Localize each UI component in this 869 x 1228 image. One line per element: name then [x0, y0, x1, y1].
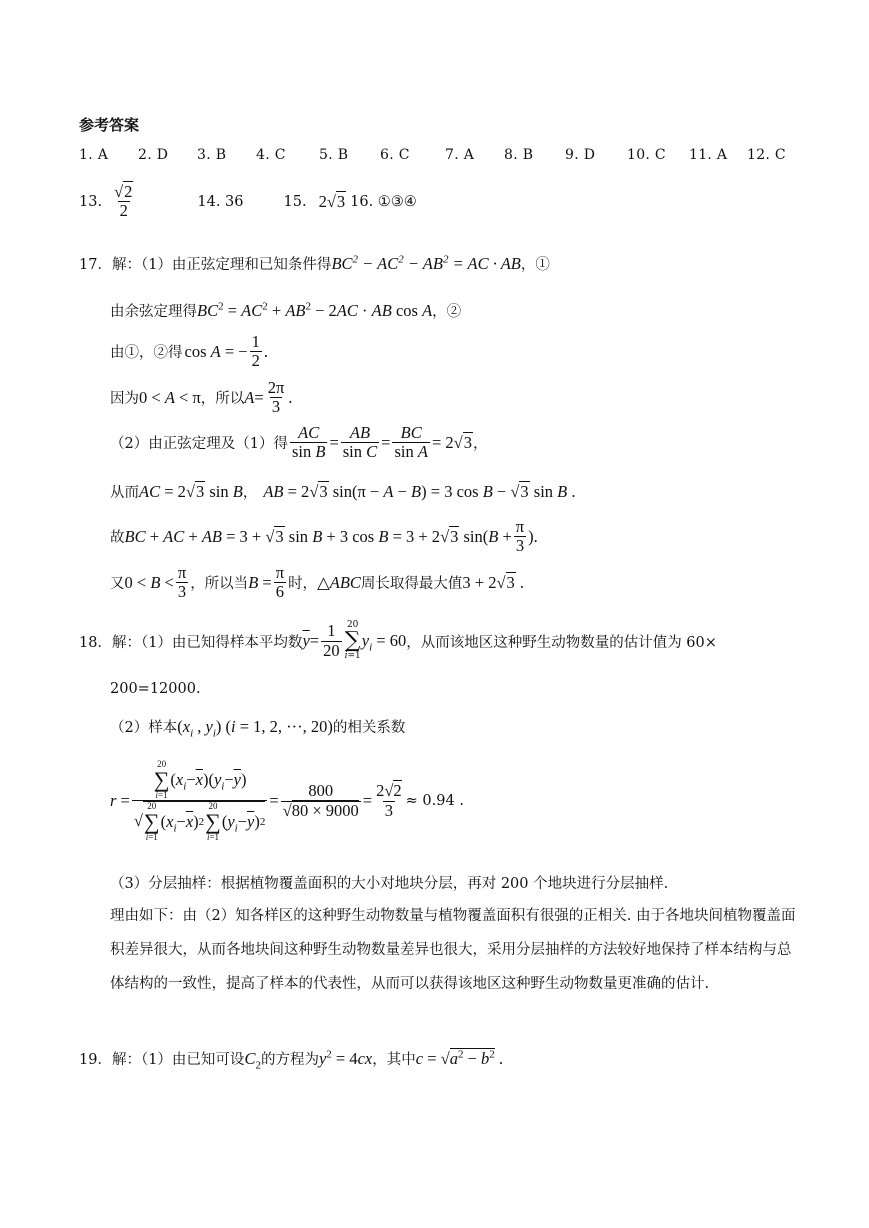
q17-A-eq: A	[244, 387, 255, 407]
q17-circ1: ，①	[520, 257, 550, 273]
q17-line2	[110, 300, 461, 321]
choice-answer: 4. C	[256, 147, 286, 163]
q17-because: 因为	[110, 391, 139, 408]
q18-r-formula: r = 20 ∑ i=1 ( $x_i$ − $\overline{x}$ )( $y_i$ − $\overline{y}$ ) √ 20 ∑ i=1 ( $x_i$ − $\overline{x}$ ) 2 20 ∑ i=1 ( $y_i$ − $\overline{y}$ ) 2 = $\frac{800}{√80 \times 9000}$ = $\frac{2√2}{3}$ ≈ 0.94 .	[110, 759, 464, 842]
frac-half: $\frac{1}{2}$	[251, 332, 260, 371]
choice-answer: 11. A	[689, 147, 728, 163]
choice-answer: 3. B	[197, 147, 227, 163]
q17-cos-prefix: 由余弦定理得	[110, 304, 197, 320]
q14-answer: 14. 36	[197, 193, 244, 210]
q18-line3: （2）样本 ($x_i$ , $y_i$) (i = 1, 2, ···, 20) 的相关系数	[110, 716, 406, 739]
choice-answer: 5. B	[319, 147, 349, 163]
q17-cosA: cos A = −	[184, 341, 248, 361]
q17-ab: AB = 2√3 sin(π − A − B) = 3 cos B − √3 sin B .	[263, 481, 576, 501]
q18-reason: 理由如下：由（2）知各样区的这种野生动物数量与植物覆盖面积有很强的正相关. 由于各地块间植物覆盖面积差异很大，从而各地块间这种野生动物数量差异也很大，采用分层抽样的方法较好地保持了样本结构与总体结构的一致性，提高了样本的代表性，从而可以获得该地区这种野生动物数量更准确的估计.	[110, 908, 796, 992]
choice-answer: 8. B	[504, 147, 534, 163]
choice-answer: 12. C	[747, 147, 786, 163]
r-frac: 20 ∑ i=1 ( $x_i$ − $\overline{x}$ )( $y_i$ − $\overline{y}$ ) √ 20 ∑ i=1 ( $x_i$ − $\overline{x}$ ) 2 20 ∑ i=1 ( $y_i$ − $\overline{y}$ ) 2	[133, 759, 266, 842]
q17-sowhen: ，所以当	[190, 576, 249, 593]
q17-from12: 由①，②得	[110, 345, 183, 362]
q17-ac: AC = 2√3 sin B	[139, 481, 243, 501]
choice-answer: 2. D	[138, 147, 169, 163]
q17-also: 又	[110, 576, 125, 593]
q17-circ2: ，②	[432, 304, 462, 320]
q16-answer: 16. ①③④	[350, 193, 417, 210]
q19-intro: 19．解：（1）由已知可设	[79, 1052, 245, 1068]
q18-part3: （3）分层抽样：根据植物覆盖面积的大小对地块分层，再对 200 个地块进行分层抽样.	[110, 876, 669, 892]
q19-line1: 19．解：（1）由已知可设 $C_2$ 的方程为 $y^2 = 4cx$ ，其中 $c = √a^2 - b^2$ .	[79, 1048, 504, 1071]
frac-2pi-3: $\frac{2\pi}{3}$	[267, 378, 285, 417]
choice-answer: 7. A	[445, 147, 475, 163]
q17-max-value: 3 + 2√3 .	[462, 572, 525, 592]
q19-eqof: 的方程为	[260, 1052, 319, 1068]
q17-line3: 由①，②得 cos A = − $\frac{1}{2}$ .	[110, 332, 268, 371]
fill-answers-row	[79, 183, 417, 220]
q13-answer: $\frac{√2}{2}$	[114, 182, 133, 221]
q18-corr: 的相关系数	[332, 720, 406, 736]
q17-line1	[79, 253, 550, 274]
q18-estimate: ，从而该地区这种野生动物数量的估计值为 60×	[406, 634, 717, 651]
choice-answer: 10. C	[627, 147, 666, 163]
q17-so: ，所以	[200, 391, 245, 408]
q17-eq1: $BC^2 - AC^2 - AB^2$ = AC · AB	[331, 253, 521, 273]
q17-intro: 17．解：（1）由正弦定理和已知条件得	[79, 257, 332, 273]
q17-range: 0 < A < π	[139, 387, 201, 407]
q15-label: 15.	[283, 193, 307, 210]
q18-result: 200=12000.	[110, 681, 201, 697]
q18-intro: 18．解：（1）由已知得样本平均数	[79, 634, 303, 651]
q17-line4: 因为 0 < A < π ，所以 A = $\frac{2\pi}{3}$ .	[110, 378, 293, 417]
q17-whentail: 时，	[288, 576, 318, 593]
q17-line7: 故 BC + AC + AB = 3 + √3 sin B + 3 cos B = 3 + 2√3 sin(B + $\frac{\pi}{3}$ ).	[110, 517, 538, 556]
q17-max-label: 周长取得最大值	[360, 576, 463, 593]
q17-triangle: △ABC	[317, 572, 361, 592]
choice-answer: 9. D	[565, 147, 596, 163]
q18-line1: 18．解：（1）由已知得样本平均数 $\overline{y}$ = $\frac{1}{20}$ 20 ∑ i=1 $y_i = 60$ ，从而该地区这种野生动物数量的估计值为 60×	[79, 620, 717, 661]
q18-approx: ≈ 0.94 .	[405, 793, 464, 809]
choice-answer: 1. A	[79, 147, 109, 163]
q17-line8: 又 0 < B < $\frac{\pi}{3}$ ，所以当 B = $\frac{\pi}{6}$ 时， △ABC 周长取得最大值 3 + 2√3 .	[110, 563, 525, 602]
choice-answer: 6. C	[380, 147, 410, 163]
q18-part2: （2）样本	[110, 720, 178, 736]
q17-part2: （2）由正弦定理及（1）得	[110, 436, 288, 453]
q17-eq2: $BC^2 = AC^2 + AB^2 - 2AC$ · AB cos A	[197, 300, 433, 320]
q17-sum: BC + AC + AB = 3 + √3 sin B + 3 cos B = 3 + 2√3 sin(B +	[124, 526, 512, 546]
q17-line5: （2）由正弦定理及（1）得 $\frac{AC}{\text{sin B}}$ = $\frac{AB}{\text{sin C}}$ = $\frac{BC}{\text{sin A}}$ = 2√3 ，	[110, 423, 488, 462]
page-heading: 参考答案	[79, 116, 140, 134]
q17-line6: 从而 AC = 2√3 sin B ， AB = 2√3 sin(π − A − B) = 3 cos B − √3 sin B .	[110, 481, 576, 501]
q17-thus: 从而	[110, 485, 139, 501]
sigma: 20 ∑ i=1	[344, 620, 361, 661]
q19-where: ，其中	[372, 1052, 416, 1068]
q17-therefore: 故	[110, 530, 125, 547]
q13-label: 13.	[79, 193, 103, 210]
q15-answer: 2√3	[318, 191, 346, 211]
